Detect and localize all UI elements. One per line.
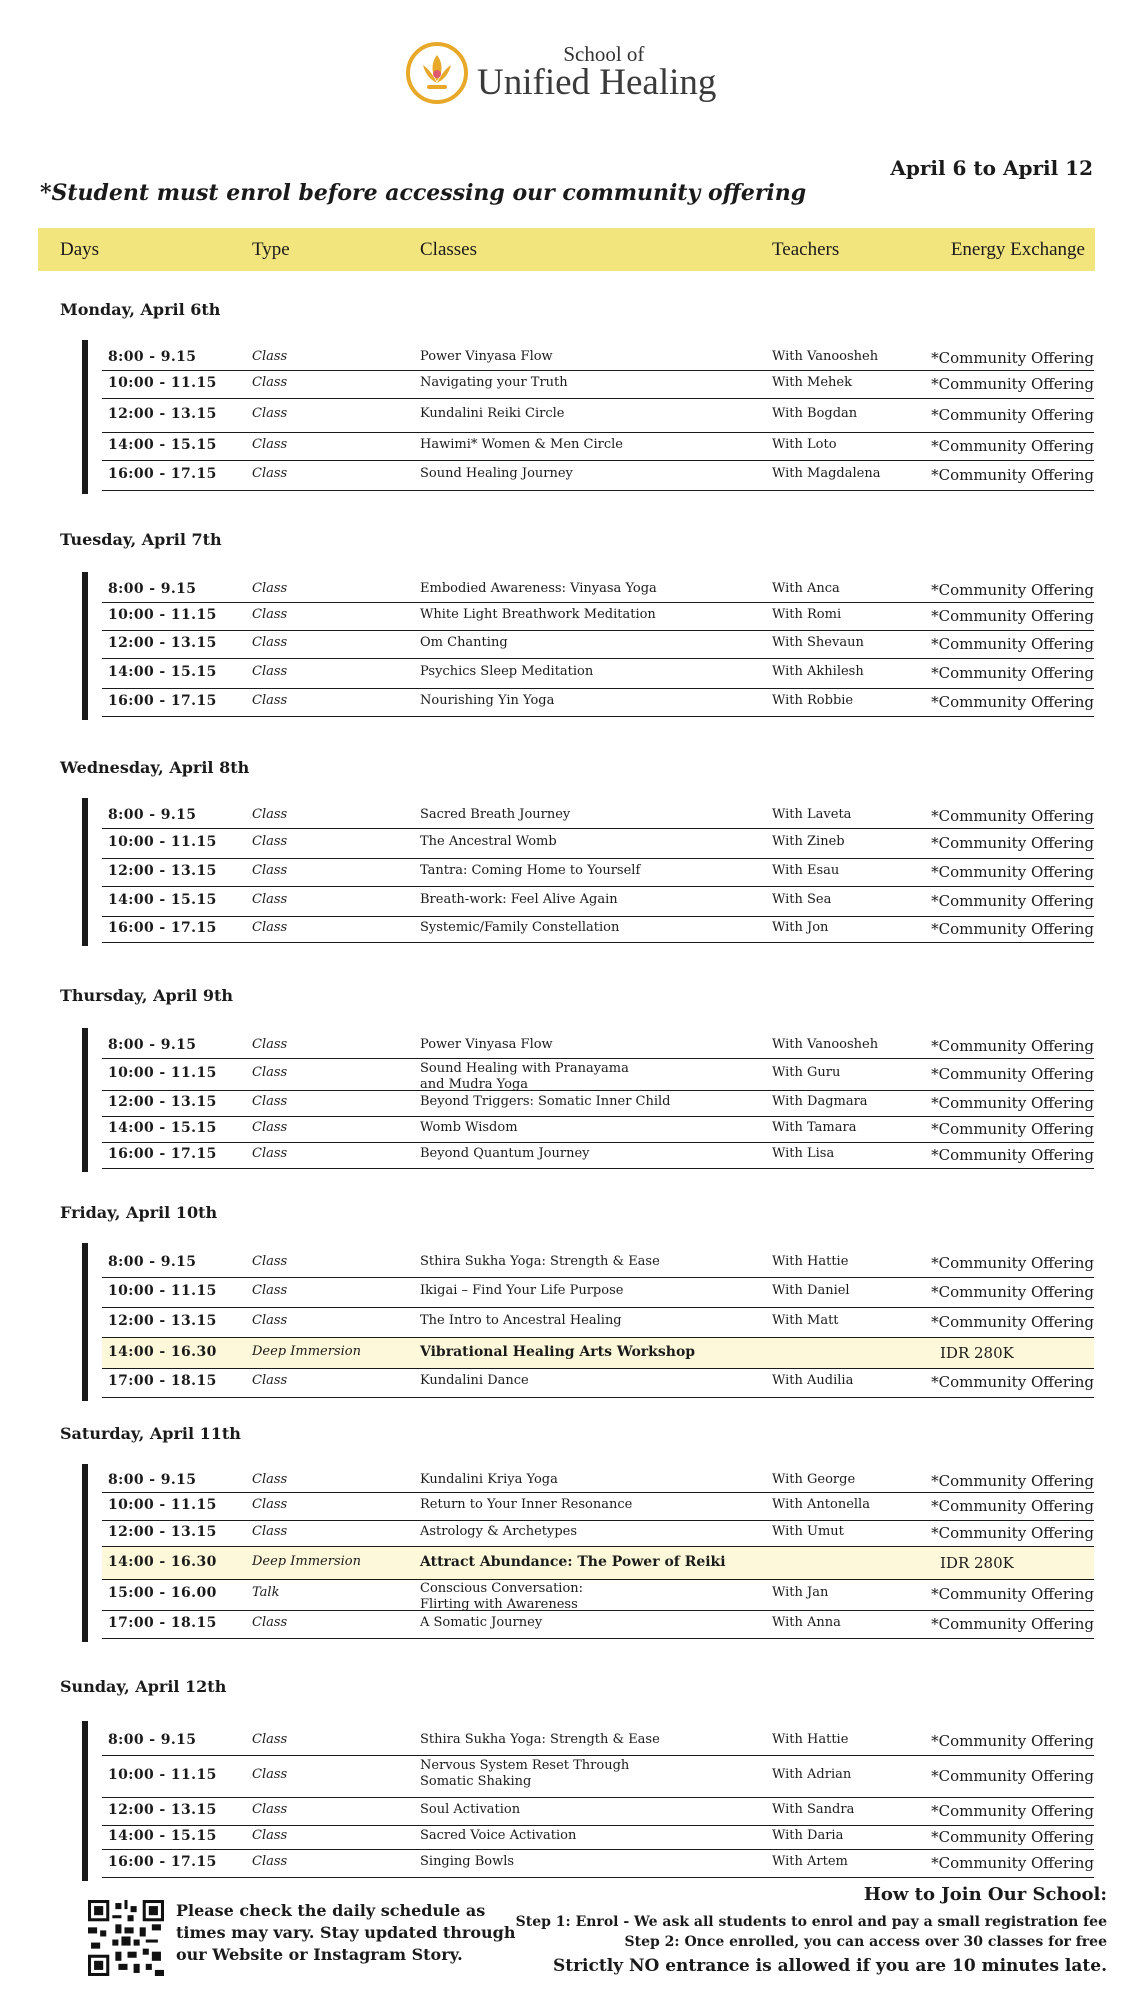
class-name: Tantra: Coming Home to Yourself xyxy=(420,863,641,878)
class-time: 14:00 - 16.30 xyxy=(108,1554,217,1570)
energy-exchange: *Community Offering xyxy=(931,581,1094,599)
day-title: Saturday, April 11th xyxy=(60,1424,241,1443)
col-days: Days xyxy=(60,239,100,260)
teacher-name: With Jan xyxy=(772,1585,829,1600)
schedule-row xyxy=(102,398,1094,433)
footer-note: Please check the daily schedule as times may vary. Stay updated through our Website or Instagram Story. xyxy=(176,1901,516,1964)
schedule-row xyxy=(102,828,1094,859)
class-name: Sthira Sukha Yoga: Strength & Ease xyxy=(420,1732,660,1747)
day-title: Tuesday, April 7th xyxy=(60,530,222,549)
class-name-line2: and Mudra Yoga xyxy=(420,1077,529,1092)
class-type: Class xyxy=(252,1732,288,1747)
energy-exchange: *Community Offering xyxy=(931,1065,1094,1083)
class-type: Class xyxy=(252,693,288,708)
energy-exchange: *Community Offering xyxy=(931,375,1094,393)
teacher-name: With Lisa xyxy=(772,1146,835,1161)
class-type: Class xyxy=(252,581,288,596)
price: IDR 280K xyxy=(940,1554,1014,1572)
class-time: 10:00 - 11.15 xyxy=(108,1283,217,1299)
class-type: Class xyxy=(252,1254,288,1269)
energy-exchange: *Community Offering xyxy=(931,1767,1094,1785)
class-time: 12:00 - 13.15 xyxy=(108,863,217,879)
class-name: Sound Healing Journey xyxy=(420,466,573,481)
schedule-row xyxy=(102,1367,1094,1398)
class-name: Nervous System Reset Through xyxy=(420,1758,630,1773)
logo-line2: Unified Healing xyxy=(477,62,717,103)
schedule-row xyxy=(102,1727,1094,1756)
class-time: 16:00 - 17.15 xyxy=(108,1854,217,1870)
class-name: Systemic/Family Constellation xyxy=(420,920,620,935)
class-name: White Light Breathwork Meditation xyxy=(420,607,656,622)
day-title: Sunday, April 12th xyxy=(60,1677,227,1696)
teacher-name: With Esau xyxy=(772,863,840,878)
class-name-line2: Somatic Shaking xyxy=(420,1774,532,1789)
energy-exchange: *Community Offering xyxy=(931,693,1094,711)
schedule-row xyxy=(102,346,1094,371)
schedule-row xyxy=(102,1116,1094,1143)
schedule-row xyxy=(102,1492,1094,1521)
class-type: Class xyxy=(252,1497,288,1512)
class-name: Attract Abundance: The Power of Reiki xyxy=(420,1554,726,1570)
class-name: A Somatic Journey xyxy=(420,1615,543,1630)
day-bar xyxy=(82,1464,88,1642)
energy-exchange: *Community Offering xyxy=(931,349,1094,367)
class-type: Class xyxy=(252,1767,288,1782)
column-header xyxy=(38,228,1095,271)
class-name: Beyond Triggers: Somatic Inner Child xyxy=(420,1094,671,1109)
class-name: Sound Healing with Pranayama xyxy=(420,1061,629,1076)
class-time: 8:00 - 9.15 xyxy=(108,581,197,597)
energy-exchange: *Community Offering xyxy=(931,834,1094,852)
day-bar xyxy=(82,572,88,720)
schedule-row xyxy=(102,460,1094,491)
energy-exchange: *Community Offering xyxy=(931,1037,1094,1055)
class-time: 14:00 - 15.15 xyxy=(108,664,217,680)
class-type: Class xyxy=(252,1828,288,1843)
schedule-row xyxy=(102,1337,1094,1369)
teacher-name: With Sea xyxy=(772,892,832,907)
class-time: 15:00 - 16.00 xyxy=(108,1585,217,1601)
class-type: Class xyxy=(252,607,288,622)
schedule-row xyxy=(102,916,1094,943)
schedule-row xyxy=(102,370,1094,399)
class-time: 8:00 - 9.15 xyxy=(108,1732,197,1748)
schedule-row xyxy=(102,858,1094,887)
day-bar xyxy=(82,1243,88,1401)
energy-exchange: *Community Offering xyxy=(931,607,1094,625)
energy-exchange: *Community Offering xyxy=(931,1854,1094,1872)
teacher-name: With Hattie xyxy=(772,1254,849,1269)
class-type: Class xyxy=(252,1472,288,1487)
energy-exchange: *Community Offering xyxy=(931,1732,1094,1750)
col-classes: Classes xyxy=(420,239,477,260)
class-type: Class xyxy=(252,375,288,390)
class-type: Class xyxy=(252,664,288,679)
class-time: 10:00 - 11.15 xyxy=(108,1065,217,1081)
class-type: Class xyxy=(252,349,288,364)
teacher-name: With Loto xyxy=(772,437,837,452)
class-name: Kundalini Kriya Yoga xyxy=(420,1472,558,1487)
class-name: Navigating your Truth xyxy=(420,375,568,390)
class-time: 17:00 - 18.15 xyxy=(108,1373,217,1389)
energy-exchange: *Community Offering xyxy=(931,1524,1094,1542)
class-type: Class xyxy=(252,892,288,907)
class-time: 10:00 - 11.15 xyxy=(108,1497,217,1513)
class-time: 16:00 - 17.15 xyxy=(108,466,217,482)
schedule-row xyxy=(102,1825,1094,1850)
class-type: Class xyxy=(252,1065,288,1080)
teacher-name: With Dagmara xyxy=(772,1094,868,1109)
class-name: The Intro to Ancestral Healing xyxy=(420,1313,622,1328)
class-name: Singing Bowls xyxy=(420,1854,515,1869)
day-title: Thursday, April 9th xyxy=(60,986,233,1005)
col-type: Type xyxy=(252,239,290,260)
teacher-name: With Tamara xyxy=(772,1120,857,1135)
class-time: 14:00 - 15.15 xyxy=(108,892,217,908)
energy-exchange: *Community Offering xyxy=(931,1615,1094,1633)
teacher-name: With Daniel xyxy=(772,1283,850,1298)
class-type: Class xyxy=(252,466,288,481)
teacher-name: With Magdalena xyxy=(772,466,881,481)
class-time: 12:00 - 13.15 xyxy=(108,406,217,422)
schedule-row xyxy=(102,688,1094,717)
schedule-row xyxy=(102,630,1094,659)
class-name: Sacred Voice Activation xyxy=(420,1828,577,1843)
class-time: 8:00 - 9.15 xyxy=(108,1037,197,1053)
teacher-name: With Bogdan xyxy=(772,406,858,421)
schedule-row xyxy=(102,602,1094,631)
teacher-name: With Antonella xyxy=(772,1497,870,1512)
teacher-name: With Audilia xyxy=(772,1373,854,1388)
schedule-row xyxy=(102,1307,1094,1338)
class-type: Deep Immersion xyxy=(252,1344,361,1359)
teacher-name: With Mehek xyxy=(772,375,852,390)
class-name: Conscious Conversation: xyxy=(420,1581,584,1596)
teacher-name: With Sandra xyxy=(772,1802,855,1817)
class-type: Class xyxy=(252,635,288,650)
schedule-row xyxy=(102,1090,1094,1117)
class-time: 10:00 - 11.15 xyxy=(108,375,217,391)
schedule-row xyxy=(102,1578,1094,1611)
class-time: 17:00 - 18.15 xyxy=(108,1615,217,1631)
schedule-row xyxy=(102,432,1094,461)
schedule-row xyxy=(102,886,1094,917)
day-title: Monday, April 6th xyxy=(60,300,221,319)
late-policy: Strictly NO entrance is allowed if you are 10 minutes late. xyxy=(552,1956,1107,1976)
class-type: Class xyxy=(252,406,288,421)
teacher-name: With Romi xyxy=(772,607,842,622)
energy-exchange: *Community Offering xyxy=(931,1585,1094,1603)
energy-exchange: *Community Offering xyxy=(931,1094,1094,1112)
class-name: Power Vinyasa Flow xyxy=(420,1037,553,1052)
class-time: 14:00 - 15.15 xyxy=(108,437,217,453)
schedule-row xyxy=(102,1546,1094,1580)
class-time: 16:00 - 17.15 xyxy=(108,1146,217,1162)
schedule-row xyxy=(102,804,1094,829)
class-time: 8:00 - 9.15 xyxy=(108,349,197,365)
logo-line1: School of xyxy=(563,42,645,66)
class-name: Astrology & Archetypes xyxy=(420,1524,578,1539)
class-time: 8:00 - 9.15 xyxy=(108,1472,197,1488)
class-time: 10:00 - 11.15 xyxy=(108,607,217,623)
schedule-row xyxy=(102,1755,1094,1798)
date-range: April 6 to April 12 xyxy=(890,156,1093,180)
class-type: Class xyxy=(252,1283,288,1298)
schedule-row xyxy=(102,1520,1094,1547)
teacher-name: With Shevaun xyxy=(772,635,864,650)
teacher-name: With Hattie xyxy=(772,1732,849,1747)
class-name: Womb Wisdom xyxy=(420,1120,518,1135)
day-bar xyxy=(82,1028,88,1172)
energy-exchange: *Community Offering xyxy=(931,863,1094,881)
class-name: Beyond Quantum Journey xyxy=(420,1146,590,1161)
class-name: The Ancestral Womb xyxy=(420,834,557,849)
class-time: 14:00 - 16.30 xyxy=(108,1344,217,1360)
energy-exchange: *Community Offering xyxy=(931,1828,1094,1846)
enrol-notice: *Student must enrol before accessing our community offering xyxy=(40,180,807,206)
teacher-name: With Guru xyxy=(772,1065,841,1080)
class-type: Class xyxy=(252,863,288,878)
col-teachers: Teachers xyxy=(772,239,840,260)
class-time: 12:00 - 13.15 xyxy=(108,1094,217,1110)
class-time: 14:00 - 15.15 xyxy=(108,1828,217,1844)
schedule-row xyxy=(102,1610,1094,1639)
class-time: 10:00 - 11.15 xyxy=(108,834,217,850)
teacher-name: With Laveta xyxy=(772,807,852,822)
teacher-name: With Vanoosheh xyxy=(772,349,879,364)
class-type: Class xyxy=(252,1037,288,1052)
teacher-name: With Matt xyxy=(772,1313,839,1328)
class-time: 16:00 - 17.15 xyxy=(108,693,217,709)
class-name: Sacred Breath Journey xyxy=(420,807,571,822)
step-1: Step 1: Enrol - We ask all students to enrol and pay a small registration fee xyxy=(515,1914,1107,1930)
energy-exchange: *Community Offering xyxy=(931,1254,1094,1272)
teacher-name: With Umut xyxy=(772,1524,844,1539)
energy-exchange: *Community Offering xyxy=(931,1802,1094,1820)
teacher-name: With George xyxy=(772,1472,856,1487)
class-time: 8:00 - 9.15 xyxy=(108,1254,197,1270)
class-time: 12:00 - 13.15 xyxy=(108,1313,217,1329)
teacher-name: With Akhilesh xyxy=(772,664,864,679)
teacher-name: With Anna xyxy=(772,1615,841,1630)
energy-exchange: *Community Offering xyxy=(931,466,1094,484)
energy-exchange: *Community Offering xyxy=(931,1497,1094,1515)
class-type: Class xyxy=(252,1313,288,1328)
class-time: 12:00 - 13.15 xyxy=(108,635,217,651)
schedule-row xyxy=(102,1797,1094,1826)
class-name: Kundalini Reiki Circle xyxy=(420,406,565,421)
class-time: 14:00 - 15.15 xyxy=(108,1120,217,1136)
class-name: Soul Activation xyxy=(420,1802,521,1817)
teacher-name: With Adrian xyxy=(772,1767,852,1782)
class-type: Class xyxy=(252,1854,288,1869)
class-name: Power Vinyasa Flow xyxy=(420,349,553,364)
class-type: Class xyxy=(252,1373,288,1388)
class-type: Class xyxy=(252,437,288,452)
energy-exchange: *Community Offering xyxy=(931,807,1094,825)
class-type: Class xyxy=(252,1120,288,1135)
class-time: 10:00 - 11.15 xyxy=(108,1767,217,1783)
class-name: Psychics Sleep Meditation xyxy=(420,664,594,679)
class-time: 12:00 - 13.15 xyxy=(108,1524,217,1540)
class-time: 12:00 - 13.15 xyxy=(108,1802,217,1818)
class-name: Ikigai – Find Your Life Purpose xyxy=(420,1283,624,1298)
schedule-row xyxy=(102,658,1094,689)
schedule-row xyxy=(102,1249,1094,1278)
class-name: Nourishing Yin Yoga xyxy=(420,693,555,708)
class-name: Om Chanting xyxy=(420,635,508,650)
class-type: Class xyxy=(252,1094,288,1109)
logo xyxy=(405,38,716,108)
schedule-row xyxy=(102,1470,1094,1493)
energy-exchange: *Community Offering xyxy=(931,1472,1094,1490)
qr-code-icon xyxy=(88,1900,164,1976)
class-name-line2: Flirting with Awareness xyxy=(420,1597,578,1612)
lotus-logo-icon xyxy=(405,41,469,105)
class-name: Kundalini Dance xyxy=(420,1373,529,1388)
day-bar xyxy=(82,1721,88,1881)
class-name: Sthira Sukha Yoga: Strength & Ease xyxy=(420,1254,660,1269)
step-2: Step 2: Once enrolled, you can access over 30 classes for free xyxy=(624,1934,1107,1950)
day-title: Wednesday, April 8th xyxy=(60,758,250,777)
day-bar xyxy=(82,798,88,946)
day-bar xyxy=(82,340,88,494)
class-name: Embodied Awareness: Vinyasa Yoga xyxy=(420,581,657,596)
teacher-name: With Daria xyxy=(772,1828,844,1843)
class-type: Class xyxy=(252,1802,288,1817)
energy-exchange: *Community Offering xyxy=(931,635,1094,653)
price: IDR 280K xyxy=(940,1344,1014,1362)
class-name: Breath-work: Feel Alive Again xyxy=(420,892,618,907)
col-energy: Energy Exchange xyxy=(950,239,1085,260)
energy-exchange: *Community Offering xyxy=(931,1313,1094,1331)
schedule-row xyxy=(102,1034,1094,1059)
how-to-join-title: How to Join Our School: xyxy=(863,1884,1107,1905)
energy-exchange: *Community Offering xyxy=(931,1283,1094,1301)
energy-exchange: *Community Offering xyxy=(931,437,1094,455)
class-time: 16:00 - 17.15 xyxy=(108,920,217,936)
class-type: Deep Immersion xyxy=(252,1554,361,1569)
schedule-row xyxy=(102,1142,1094,1169)
energy-exchange: *Community Offering xyxy=(931,892,1094,910)
class-type: Class xyxy=(252,1615,288,1630)
class-type: Class xyxy=(252,834,288,849)
class-name: Hawimi* Women & Men Circle xyxy=(420,437,623,452)
class-type: Class xyxy=(252,920,288,935)
energy-exchange: *Community Offering xyxy=(931,1120,1094,1138)
teacher-name: With Vanoosheh xyxy=(772,1037,879,1052)
teacher-name: With Artem xyxy=(772,1854,848,1869)
energy-exchange: *Community Offering xyxy=(931,920,1094,938)
day-title: Friday, April 10th xyxy=(60,1203,218,1222)
class-type: Class xyxy=(252,1524,288,1539)
schedule-row xyxy=(102,1849,1094,1878)
class-name: Vibrational Healing Arts Workshop xyxy=(420,1344,696,1360)
class-type: Class xyxy=(252,807,288,822)
class-type: Class xyxy=(252,1146,288,1161)
schedule-row xyxy=(102,1058,1094,1091)
energy-exchange: *Community Offering xyxy=(931,664,1094,682)
teacher-name: With Jon xyxy=(772,920,829,935)
teacher-name: With Anca xyxy=(772,581,840,596)
energy-exchange: *Community Offering xyxy=(931,1373,1094,1391)
energy-exchange: *Community Offering xyxy=(931,406,1094,424)
schedule-row xyxy=(102,578,1094,603)
class-type: Talk xyxy=(252,1585,280,1600)
schedule-row xyxy=(102,1277,1094,1308)
teacher-name: With Robbie xyxy=(772,693,854,708)
class-time: 8:00 - 9.15 xyxy=(108,807,197,823)
class-name: Return to Your Inner Resonance xyxy=(420,1497,633,1512)
energy-exchange: *Community Offering xyxy=(931,1146,1094,1164)
teacher-name: With Zineb xyxy=(772,834,845,849)
